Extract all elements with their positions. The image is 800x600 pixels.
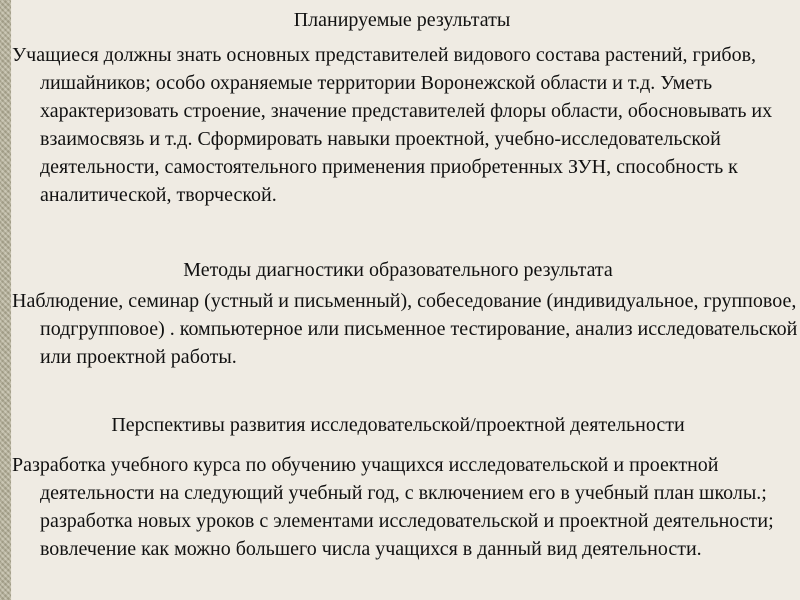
- paragraph-development-prospects: Разработка учебного курса по обучению учащихся исследовательской и проектной деятельности на следующий учебный год, с включением его в учебный план школы.; разработка новых уроков с элементами исследовательской и проектной деятельности; вовлечение как можно большего числа учащихся в данный вид деятельности.: [12, 454, 774, 560]
- decorative-side-strip: [0, 0, 11, 600]
- paragraph-diagnostic-methods: Наблюдение, семинар (устный и письменный), собеседование (индивидуальное, групповое, подгрупповое) . компьютерное или письменное тестирование, анализ исследовательской или проектной работы.: [12, 290, 798, 368]
- paragraph-planned-results: Учащиеся должны знать основных представителей видового состава растений, грибов, лишайников; особо охраняемые территории Воронежской области и т.д. Уметь характеризовать строение, значение представителей флоры области, обосновывать их взаимосвязь и т.д. Сформировать навыки проектной, учебно-исследовательской деятельности, самостоятельного применения приобретенных ЗУН, способность к аналитической, творческой.: [12, 44, 773, 206]
- heading-planned-results: Планируемые результаты: [293, 9, 511, 31]
- heading-diagnostic-methods: Методы диагностики образовательного результата: [183, 259, 613, 281]
- slide: [12, 0, 800, 600]
- heading-development-prospects: Перспективы развития исследовательской/проектной деятельности: [111, 414, 685, 436]
